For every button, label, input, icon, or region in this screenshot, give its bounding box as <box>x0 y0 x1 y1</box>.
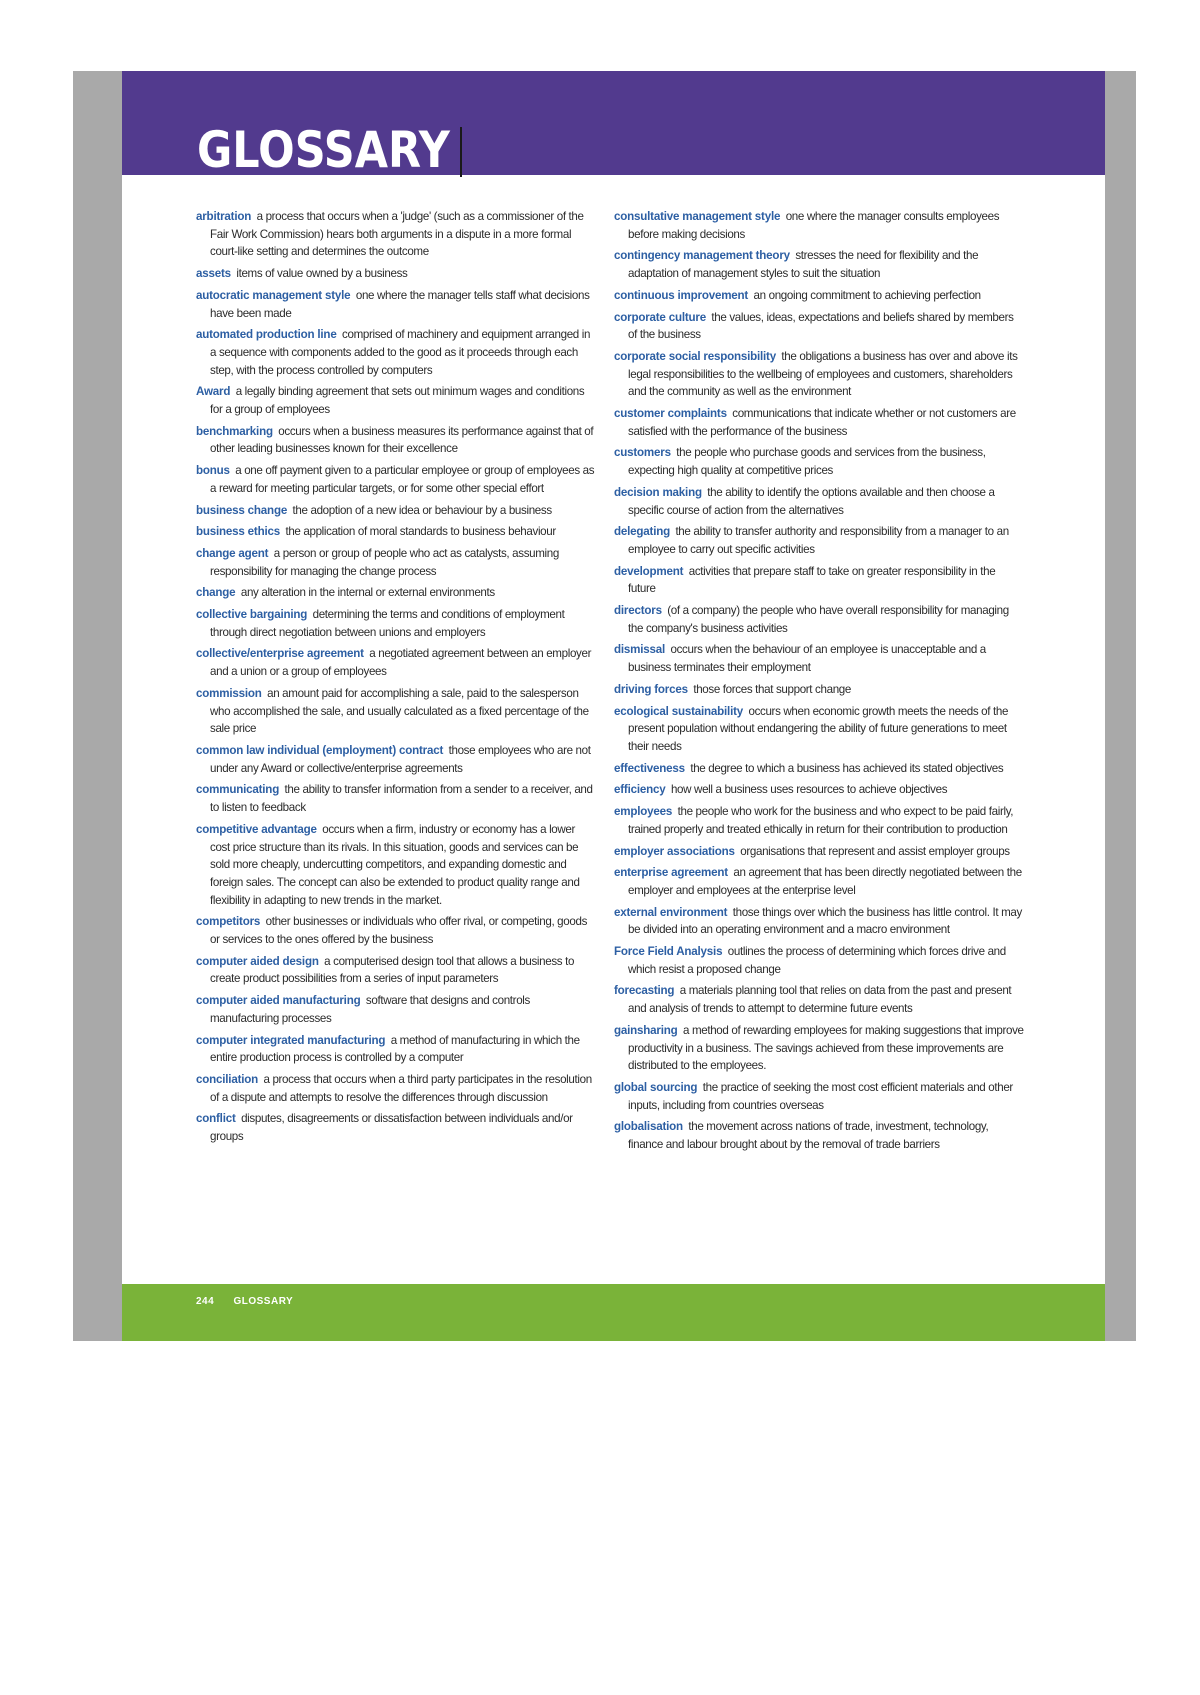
glossary-definition: how well a business uses resources to achieve objectives <box>670 783 948 797</box>
glossary-entry <box>614 760 1024 778</box>
glossary-entry <box>196 685 596 738</box>
glossary-entry <box>196 913 596 948</box>
glossary-entry <box>196 1032 596 1067</box>
glossary-entry <box>614 904 1024 939</box>
glossary-term: effectiveness <box>614 761 685 775</box>
glossary-definition: a process that occurs when a 'judge' (such as a commissioner of the Fair Work Commission) hears both arguments in a dispute in a more formal court-like setting and determines the outcome <box>210 210 584 259</box>
glossary-term: external environment <box>614 905 728 919</box>
glossary-entry <box>614 1118 1024 1153</box>
glossary-entry <box>614 1079 1024 1114</box>
glossary-term: globalisation <box>614 1120 683 1134</box>
glossary-term: commission <box>196 686 262 700</box>
footer-section: GLOSSARY <box>233 1296 294 1307</box>
glossary-page <box>122 71 1105 1341</box>
glossary-entry <box>196 208 596 261</box>
glossary-entry <box>614 484 1024 519</box>
glossary-term: employees <box>614 805 673 819</box>
glossary-definition: a method of manufacturing in which the entire production process is controlled by a computer <box>210 1033 580 1065</box>
glossary-entry <box>196 1110 596 1145</box>
glossary-term: competitors <box>196 915 261 929</box>
glossary-term: corporate culture <box>614 310 706 324</box>
glossary-definition: those things over which the business has little control. It may be divided into an operating environment and a macro environment <box>628 905 1022 937</box>
glossary-definition: the practice of seeking the most cost efficient materials and other inputs, including from countries overseas <box>628 1080 1013 1112</box>
glossary-entry <box>196 523 596 541</box>
glossary-entry <box>614 681 1024 699</box>
glossary-entry <box>614 864 1024 899</box>
page-footer <box>122 1284 1105 1341</box>
glossary-definition: the people who purchase goods and services from the business, expecting high quality at competitive prices <box>628 446 986 478</box>
glossary-definition: stresses the need for flexibility and the adaptation of management styles to suit the situation <box>628 249 979 281</box>
page-title: GLOSSARY <box>197 121 450 179</box>
glossary-term: continuous improvement <box>614 288 749 302</box>
glossary-entry <box>196 645 596 680</box>
glossary-definition: the degree to which a business has achieved its stated objectives <box>690 761 1004 775</box>
glossary-definition: occurs when a firm, industry or economy has a lower cost price structure than its rivals. In this situation, goods and services can be sold more cheaply, undercutting competitors, and expanding domestic and foreign sales. The concept can also be extended to product quality range and flexibility in adapting to new trends in the market. <box>210 822 580 907</box>
glossary-entry <box>196 545 596 580</box>
glossary-definition: a person or group of people who act as catalysts, assuming responsibility for managing the change process <box>210 546 559 578</box>
glossary-term: Award <box>196 385 231 399</box>
glossary-definition: the ability to transfer authority and responsibility from a manager to an employee to carry out specific activities <box>628 525 1009 556</box>
glossary-term: forecasting <box>614 984 675 998</box>
glossary-definition: a one off payment given to a particular employee or group of employees as a reward for meeting particular targets, or for some other special effort <box>210 464 595 495</box>
glossary-definition: the values, ideas, expectations and beliefs shared by members of the business <box>628 310 1014 342</box>
glossary-entry <box>196 1071 596 1106</box>
glossary-term: dismissal <box>614 643 666 657</box>
glossary-definition: communications that indicate whether or not customers are satisfied with the performance of the business <box>628 407 1016 438</box>
glossary-term: customers <box>614 446 671 460</box>
glossary-entry <box>196 502 596 520</box>
glossary-term: consultative management style <box>614 210 781 223</box>
footer-label <box>196 1296 293 1307</box>
glossary-entry <box>196 606 596 641</box>
glossary-term: competitive advantage <box>196 822 317 836</box>
glossary-entry <box>614 523 1024 558</box>
glossary-term: business ethics <box>196 525 280 539</box>
glossary-entry <box>196 742 596 777</box>
glossary-term: autocratic management style <box>196 288 351 302</box>
glossary-definition: the people who work for the business and who expect to be paid fairly, trained properly and treated ethically in return for their contribution to production <box>628 805 1014 836</box>
glossary-entry <box>196 781 596 816</box>
glossary-term: common law individual (employment) contract <box>196 743 444 757</box>
glossary-entry <box>614 781 1024 799</box>
glossary-term: global sourcing <box>614 1080 698 1094</box>
glossary-definition: those employees who are not under any Award or collective/enterprise agreements <box>210 743 591 775</box>
glossary-definition: an amount paid for accomplishing a sale, paid to the salesperson who accomplished the sale, and usually calculated as a fixed percentage of the sale price <box>210 686 589 736</box>
glossary-term: assets <box>196 267 231 281</box>
glossary-definition: other businesses or individuals who offer rival, or competing, goods or services to the ones offered by the business <box>210 915 588 947</box>
glossary-definition: outlines the process of determining which forces drive and which resist a proposed change <box>628 945 1006 976</box>
glossary-term: communicating <box>196 783 280 797</box>
glossary-entry <box>614 348 1024 401</box>
glossary-column-left <box>196 208 596 1150</box>
glossary-entry <box>196 992 596 1027</box>
glossary-term: business change <box>196 503 288 517</box>
glossary-entry <box>196 287 596 322</box>
glossary-term: computer integrated manufacturing <box>196 1033 386 1047</box>
glossary-definition: occurs when economic growth meets the needs of the present population without endangering the ability of future generations to meet their needs <box>628 704 1009 753</box>
glossary-term: bonus <box>196 464 230 478</box>
glossary-term: conflict <box>196 1112 236 1126</box>
glossary-entry <box>614 309 1024 344</box>
glossary-definition: software that designs and controls manufacturing processes <box>210 994 530 1025</box>
glossary-definition: a negotiated agreement between an employer and a union or a group of employees <box>210 647 592 679</box>
glossary-definition: any alteration in the internal or external environments <box>240 586 495 600</box>
glossary-term: computer aided manufacturing <box>196 994 361 1008</box>
glossary-definition: a process that occurs when a third party participates in the resolution of a dispute and attempts to resolve the differences through discussion <box>210 1072 592 1104</box>
glossary-term: collective bargaining <box>196 608 308 622</box>
glossary-definition: occurs when the behaviour of an employee is unacceptable and a business terminates their employment <box>628 643 986 675</box>
glossary-entry <box>614 444 1024 479</box>
page-number: 244 <box>196 1296 215 1307</box>
glossary-entry <box>614 287 1024 305</box>
glossary-entry <box>614 247 1024 282</box>
glossary-definition: a method of rewarding employees for making suggestions that improve productivity in a business. The savings achieved from these improvements are distributed to the employees. <box>628 1023 1024 1073</box>
glossary-definition: the ability to transfer information from a sender to a receiver, and to listen to feedback <box>210 783 593 815</box>
glossary-entry <box>614 843 1024 861</box>
glossary-definition: those forces that support change <box>693 682 851 696</box>
glossary-definition: items of value owned by a business <box>236 267 408 281</box>
glossary-term: gainsharing <box>614 1023 678 1037</box>
glossary-term: decision making <box>614 485 702 499</box>
glossary-term: benchmarking <box>196 424 273 438</box>
glossary-term: enterprise agreement <box>614 866 728 880</box>
glossary-term: change agent <box>196 546 269 560</box>
glossary-definition: organisations that represent and assist employer groups <box>740 844 1010 858</box>
glossary-definition: (of a company) the people who have overall responsibility for managing the company's business activities <box>628 604 1009 635</box>
glossary-definition: the movement across nations of trade, investment, technology, finance and labour brought about by the removal of trade barriers <box>628 1120 989 1152</box>
glossary-term: employer associations <box>614 844 735 858</box>
glossary-term: efficiency <box>614 783 666 797</box>
glossary-entry <box>614 641 1024 676</box>
glossary-definition: the ability to identify the options available and then choose a specific course of action from the alternatives <box>628 485 995 517</box>
glossary-definition: a legally binding agreement that sets out minimum wages and conditions for a group of employees <box>210 385 585 417</box>
glossary-definition: the adoption of a new idea or behaviour by a business <box>292 503 552 517</box>
glossary-entry <box>614 982 1024 1017</box>
glossary-entry <box>614 703 1024 756</box>
glossary-term: customer complaints <box>614 407 727 421</box>
glossary-column-right <box>614 208 1024 1158</box>
glossary-term: corporate social responsibility <box>614 349 776 363</box>
glossary-entry <box>196 265 596 283</box>
glossary-term: collective/enterprise agreement <box>196 647 364 661</box>
glossary-definition: an agreement that has been directly negotiated between the employer and employees at the enterprise level <box>628 866 1022 897</box>
glossary-entry <box>614 803 1024 838</box>
glossary-definition: the obligations a business has over and above its legal responsibilities to the wellbeing of employees and customers, shareholders and the community as well as the environment <box>628 349 1018 399</box>
glossary-term: delegating <box>614 525 670 539</box>
glossary-definition: comprised of machinery and equipment arranged in a sequence with components added to the good as it proceeds through each step, with the process controlled by computers <box>210 328 591 377</box>
glossary-entry <box>196 584 596 602</box>
glossary-definition: an ongoing commitment to achieving perfection <box>753 288 981 302</box>
glossary-entry <box>614 943 1024 978</box>
glossary-term: arbitration <box>196 210 252 223</box>
glossary-definition: one where the manager consults employees before making decisions <box>628 210 1000 241</box>
text-cursor <box>460 127 462 177</box>
glossary-definition: occurs when a business measures its performance against that of other leading businesses known for their excellence <box>210 424 594 456</box>
glossary-entry <box>614 1022 1024 1075</box>
glossary-entry <box>614 405 1024 440</box>
glossary-entry <box>196 821 596 910</box>
glossary-entry <box>196 462 596 497</box>
glossary-term: change <box>196 586 236 600</box>
glossary-entry <box>614 602 1024 637</box>
glossary-entry <box>196 383 596 418</box>
glossary-entry <box>196 326 596 379</box>
glossary-term: conciliation <box>196 1072 259 1086</box>
glossary-term: automated production line <box>196 328 337 342</box>
glossary-entry <box>614 563 1024 598</box>
glossary-definition: a materials planning tool that relies on data from the past and present and analysis of trends to attempt to determine future events <box>628 984 1012 1016</box>
glossary-entry <box>614 208 1024 243</box>
glossary-term: development <box>614 564 684 578</box>
glossary-definition: one where the manager tells staff what decisions have been made <box>210 288 590 320</box>
glossary-definition: disputes, disagreements or dissatisfaction between individuals and/or groups <box>210 1112 573 1144</box>
glossary-definition: a computerised design tool that allows a business to create product possibilities from a series of input parameters <box>210 954 575 986</box>
glossary-term: directors <box>614 604 662 618</box>
glossary-definition: determining the terms and conditions of employment through direct negotiation between unions and employers <box>210 608 565 639</box>
glossary-term: contingency management theory <box>614 249 790 263</box>
glossary-term: driving forces <box>614 682 688 696</box>
glossary-entry <box>196 953 596 988</box>
glossary-term: computer aided design <box>196 954 319 968</box>
glossary-definition: the application of moral standards to business behaviour <box>285 525 556 539</box>
glossary-entry <box>196 423 596 458</box>
glossary-term: Force Field Analysis <box>614 945 723 959</box>
glossary-definition: activities that prepare staff to take on greater responsibility in the future <box>628 564 996 596</box>
glossary-term: ecological sustainability <box>614 704 744 718</box>
